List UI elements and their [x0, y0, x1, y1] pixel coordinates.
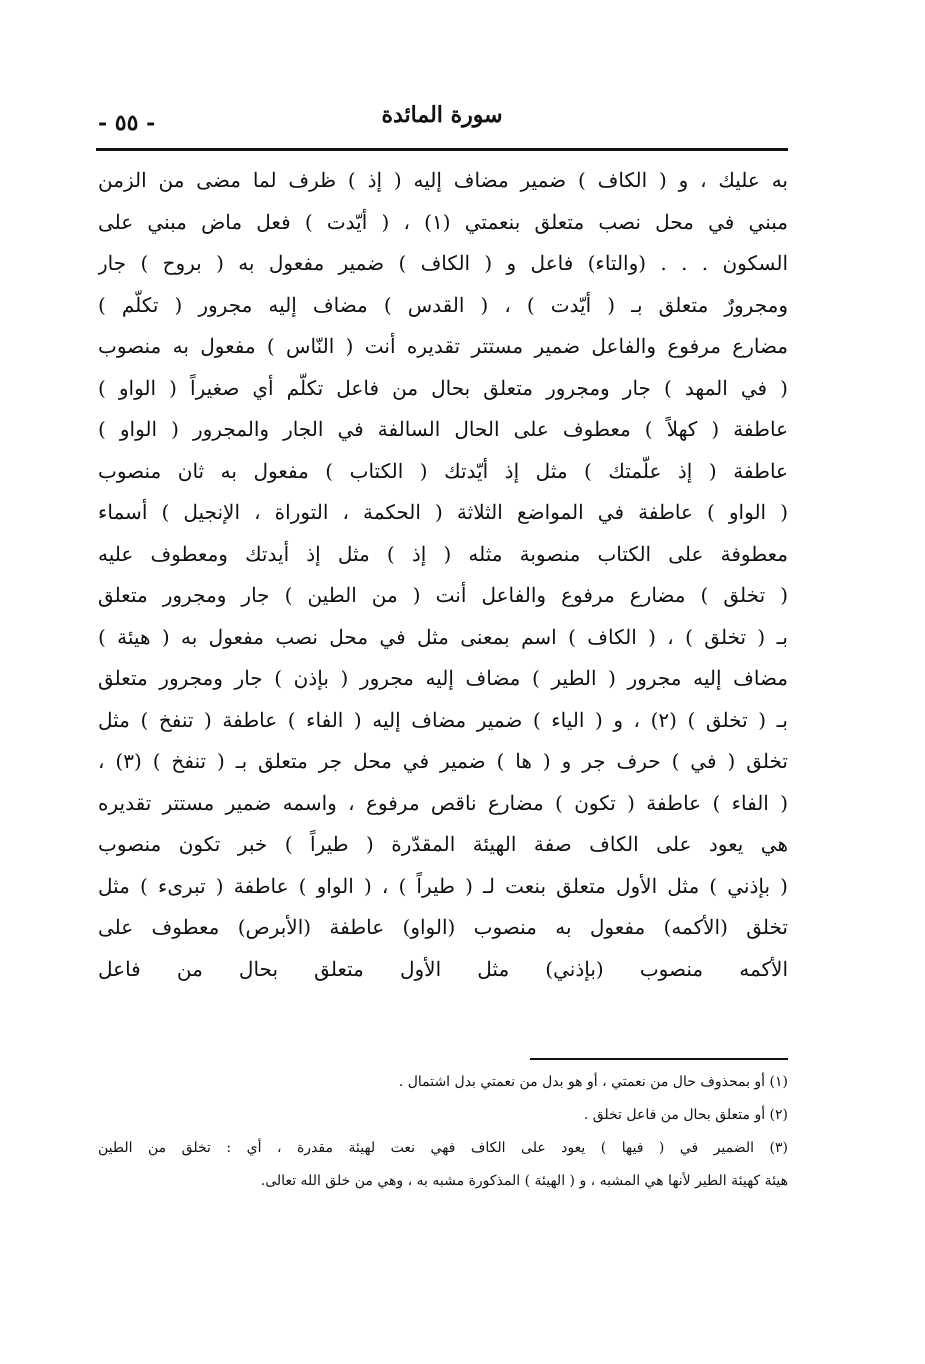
text-line: عاطفة ( إذ علّمتك ) مثل إذ أيّدتك ( الكتاب ) مفعول به ثان منصوب	[98, 458, 788, 483]
body-text	[98, 160, 788, 990]
header-divider	[96, 148, 788, 151]
surah-title: سورة المائدة	[381, 102, 503, 128]
text-line: هي يعود على الكاف صفة الهيئة المقدّرة ( طيراً ) خبر تكون منصوب	[98, 832, 788, 856]
text-line: بـ ( تخلق ) (٢) ، و ( الياء ) ضمير مضاف إليه ( الفاء ) عاطفة ( تنفخ ) مثل	[98, 707, 788, 732]
text-line: ومجرورٌ متعلق بـ ( أيّدت ) ، ( القدس ) مضاف إليه مجرور ( تكلّم )	[98, 292, 788, 317]
text-line: بـ ( تخلق ) ، ( الكاف ) اسم بمعنى مثل في محل نصب مفعول به ( هيئة )	[98, 624, 788, 649]
text-line: ( في المهد ) جار ومجرور متعلق بحال من فاعل تكلّم أي صغيراً ( الواو )	[98, 375, 788, 400]
footnote-2: (٢) أو متعلق بحال من فاعل تخلق .	[583, 1107, 788, 1123]
footnote-1: (١) أو بمحذوف حال من نعمتي ، أو هو بدل من نعمتي بدل اشتمال .	[398, 1074, 788, 1090]
text-line: ( الفاء ) عاطفة ( تكون ) مضارع ناقص مرفوع ، واسمه ضمير مستتر تقديره	[98, 790, 788, 815]
text-line: مضاف إليه مجرور ( الطير ) مضاف إليه مجرور ( بإذن ) جار ومجرور متعلق	[98, 666, 788, 690]
text-line: عاطفة ( كهلاً ) معطوف على الحال السالفة في الجار والمجرور ( الواو )	[98, 417, 788, 441]
page-number: - ٥٥ -	[98, 110, 156, 136]
footnotes	[98, 1066, 788, 1198]
footnote-3: (٣) الضمير في ( فيها ) يعود على الكاف فهي نعت لهيئة مقدرة ، أي : تخلق من الطين	[98, 1140, 788, 1156]
text-line: ( تخلق ) مضارع مرفوع والفاعل أنت ( من الطين ) جار ومجرور متعلق	[98, 583, 788, 607]
text-line: به عليك ، و ( الكاف ) ضمير مضاف إليه ( إذ ) ظرف لما مضى من الزمن	[98, 168, 788, 192]
page-header	[96, 98, 788, 150]
text-line: مبني في محل نصب متعلق بنعمتي (١) ، ( أيّدت ) فعل ماض مبني على	[98, 209, 788, 234]
text-line: تخلق (الأكمه) مفعول به منصوب (الواو) عاطفة (الأبرص) معطوف على	[98, 915, 788, 939]
text-line: تخلق ( في ) حرف جر و ( ها ) ضمير في محل جر متعلق بـ ( تنفخ ) (٣) ،	[98, 749, 788, 773]
text-line: الأكمه منصوب (بإذني) مثل الأول متعلق بحال من فاعل	[98, 956, 788, 981]
footnote-3-continued: هيئة كهيئة الطير لأنها هي المشبه ، و ( الهيئة ) المذكورة مشبه به ، وهي من خلق الله تعالى.	[260, 1173, 788, 1189]
text-line: ( بإذني ) مثل الأول متعلق بنعت لـ ( طيراً ) ، ( الواو ) عاطفة ( تبرىء ) مثل	[98, 873, 788, 898]
text-line: ( الواو ) عاطفة في المواضع الثلاثة ( الحكمة ، التوراة ، الإنجيل ) أسماء	[98, 500, 788, 524]
footnote-divider	[530, 1058, 788, 1060]
text-line: معطوفة على الكتاب منصوبة مثله ( إذ ) مثل إذ أيدتك ومعطوف عليه	[98, 541, 788, 566]
text-line: السكون . . . (والتاء) فاعل و ( الكاف ) ضمير مفعول به ( بروح ) جار	[98, 251, 788, 275]
text-line: مضارع مرفوع والفاعل ضمير مستتر تقديره أنت ( النّاس ) مفعول به منصوب	[98, 334, 788, 358]
